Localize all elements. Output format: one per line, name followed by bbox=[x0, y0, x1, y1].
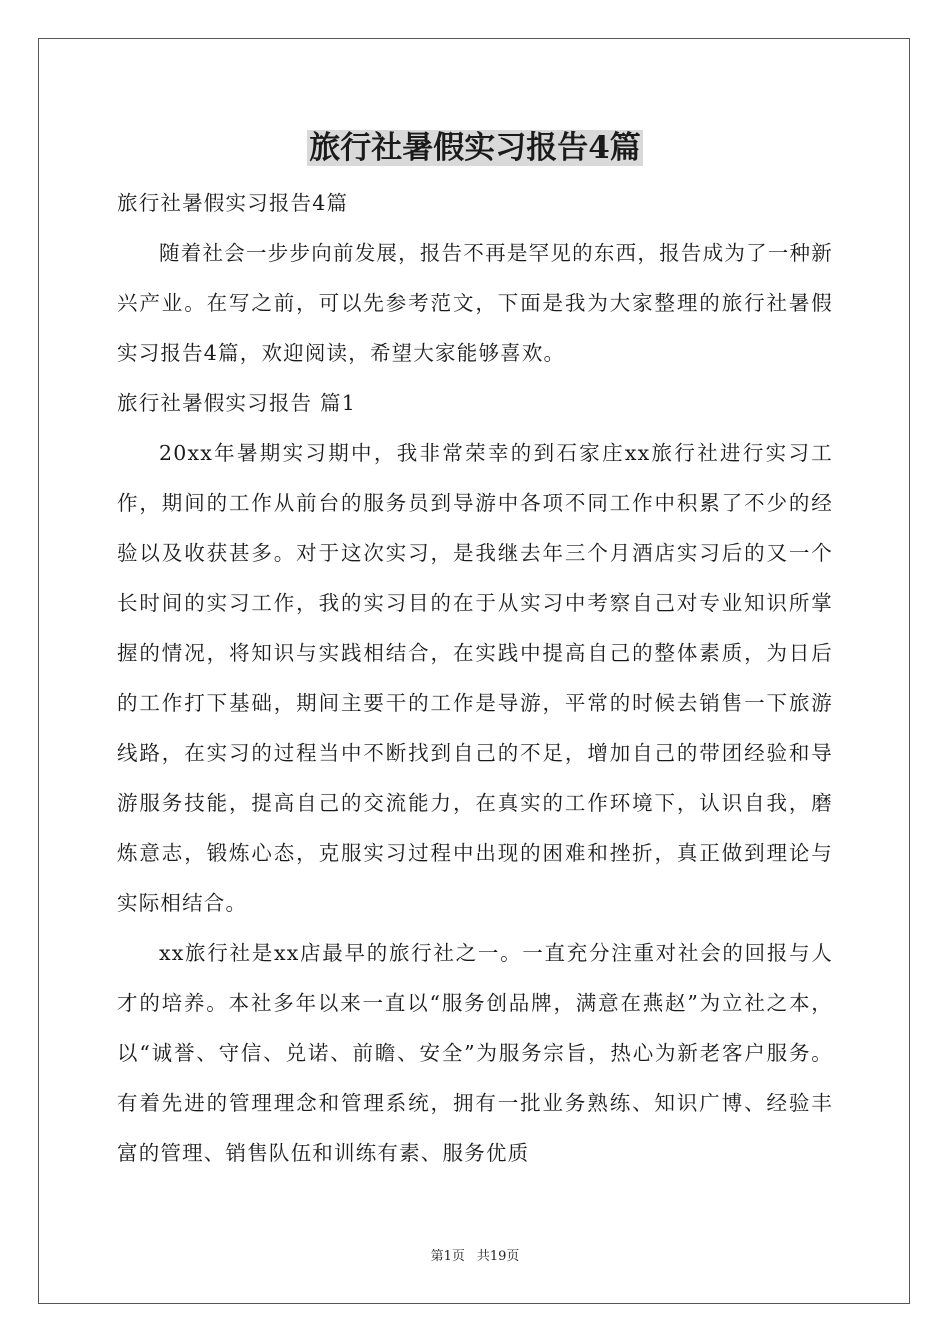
page-footer bbox=[0, 1245, 950, 1264]
page-number: 第1页 bbox=[430, 1249, 465, 1264]
document-title bbox=[0, 126, 950, 170]
section-heading: 旅行社暑假实习报告 篇1 bbox=[117, 391, 356, 415]
body-paragraph-1: 20xx年暑期实习期中，我非常荣幸的到石家庄xx旅行社进行实习工作，期间的工作从前台的服务员到导游中各项不同工作中积累了不少的经验以及收获甚多。对于这次实习，是我继去年三个月酒店实习后的又一个长时间的实习工作，我的实习目的在于从实习中考察自己对专业知识所掌握的情况，将知识与实践相结合，在实践中提高自己的整体素质，为日后的工作打下基础，期间主要干的工作是导游，平常的时候去销售一下旅游线路，在实习的过程当中不断找到自己的不足，增加自己的带团经验和导游服务技能，提高自己的交流能力，在真实的工作环境下，认识自我，磨炼意志，锻炼心态，克服实习过程中出现的困难和挫折，真正做到理论与实际相结合。 bbox=[117, 441, 833, 915]
body-paragraph-2: xx旅行社是xx店最早的旅行社之一。一直充分注重对社会的回报与人才的培养。本社多年以来一直以“服务创品牌，满意在燕赵”为立社之本，以“诚誉、守信、兑诺、前瞻、安全”为服务宗旨，热心为新老客户服务。有着先进的管理理念和管理系统，拥有一批业务熟练、知识广博、经验丰富的管理、销售队伍和训练有素、服务优质 bbox=[117, 941, 833, 1165]
document-subtitle: 旅行社暑假实习报告4篇 bbox=[117, 191, 349, 215]
document-title-text: 旅行社暑假实习报告4篇 bbox=[309, 130, 641, 166]
intro-paragraph: 随着社会一步步向前发展，报告不再是罕见的东西，报告成为了一种新兴产业。在写之前，可以先参考范文，下面是我为大家整理的旅行社暑假实习报告4篇，欢迎阅读，希望大家能够喜欢。 bbox=[117, 241, 833, 365]
document-body bbox=[117, 178, 833, 1178]
page-total: 共19页 bbox=[476, 1249, 520, 1264]
